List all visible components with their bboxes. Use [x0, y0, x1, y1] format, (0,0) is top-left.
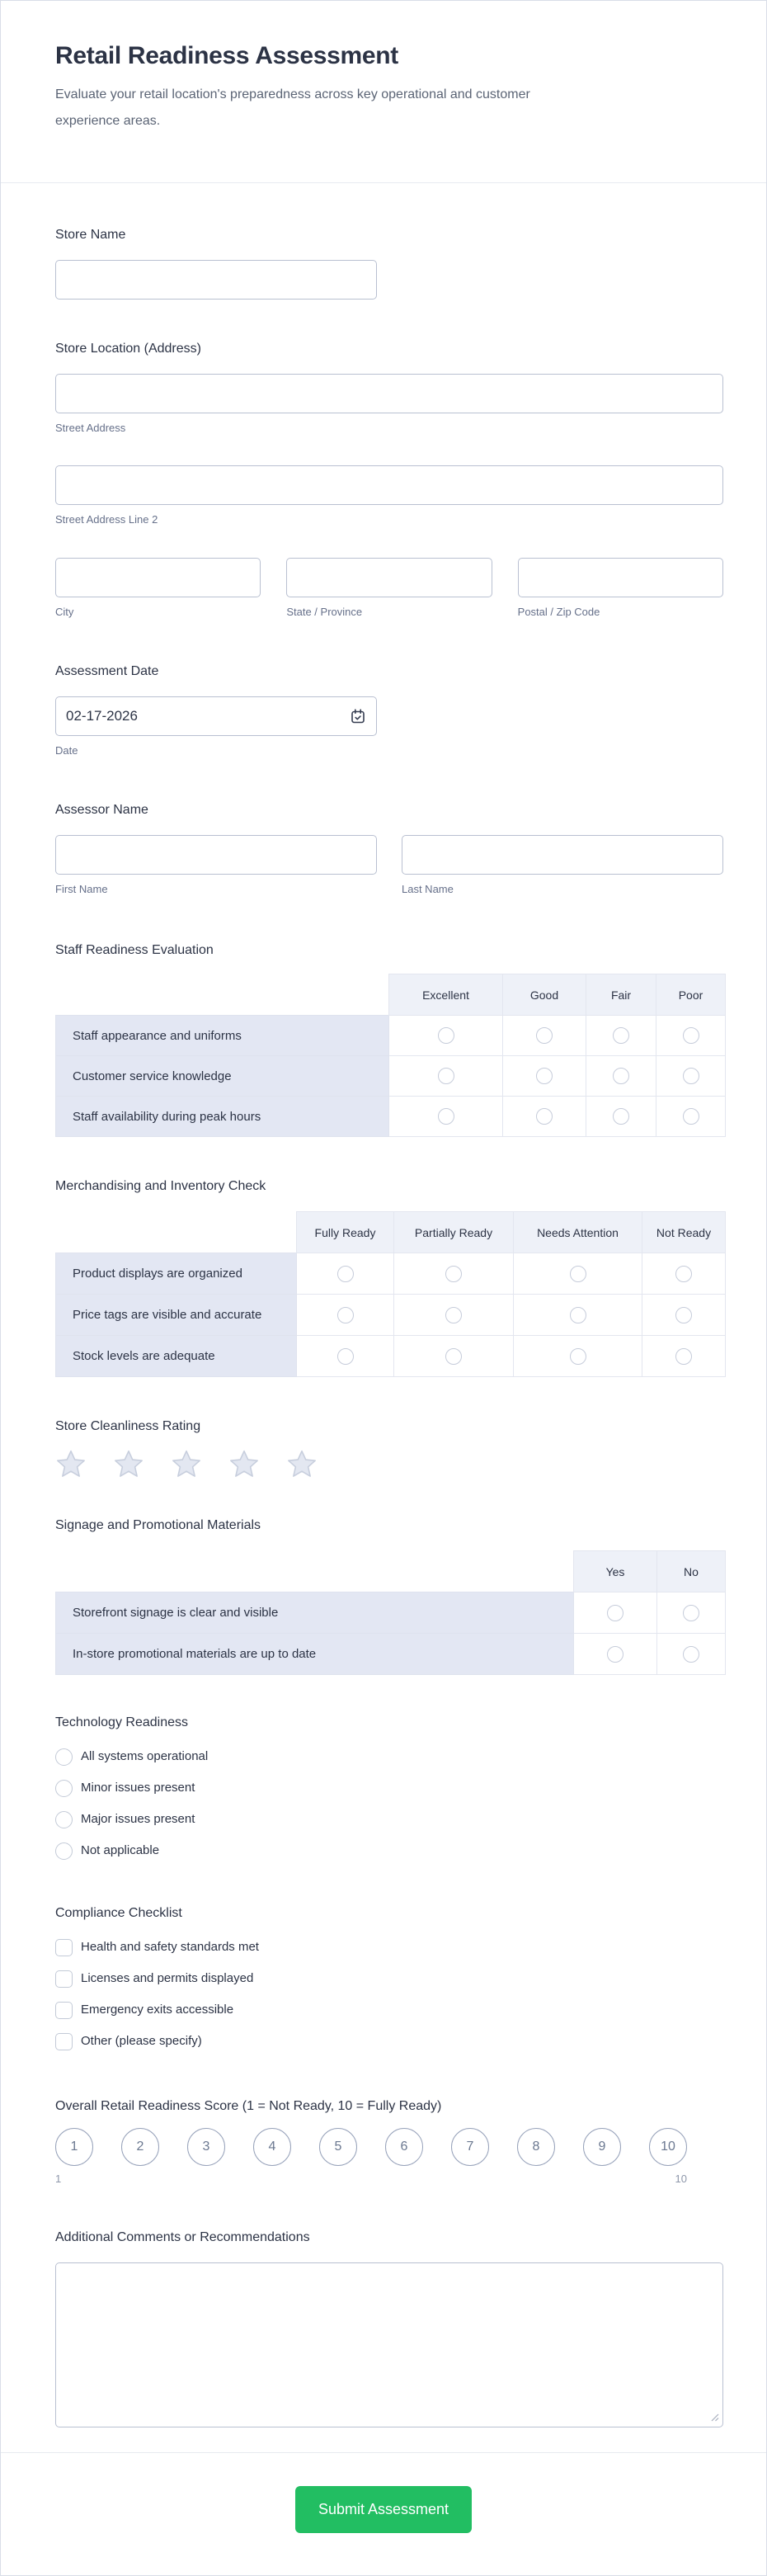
radio-option[interactable] [55, 1772, 723, 1804]
matrix-header-row [56, 1212, 726, 1253]
checkbox-icon[interactable] [55, 2033, 73, 2050]
matrix-row-label: Staff appearance and uniforms [56, 1016, 389, 1056]
checkbox-icon[interactable] [55, 2002, 73, 2019]
matrix-col-header: Poor [656, 974, 726, 1016]
matrix-radio[interactable] [536, 1068, 553, 1084]
matrix-col-header: Yes [574, 1551, 657, 1592]
matrix-radio[interactable] [337, 1348, 354, 1365]
scale-minmax-labels [55, 2173, 687, 2186]
question-assessment-date [55, 663, 723, 757]
matrix-radio[interactable] [613, 1108, 629, 1125]
table-row [56, 1592, 726, 1634]
scale-option[interactable] [649, 2128, 687, 2166]
matrix-radio[interactable] [607, 1646, 623, 1663]
score-scale [55, 2128, 723, 2166]
matrix-radio[interactable] [570, 1348, 586, 1365]
scale-option-value: 1 [70, 2140, 78, 2154]
question-overall-score [55, 2098, 723, 2186]
matrix-radio[interactable] [683, 1027, 699, 1044]
staff-readiness-label: Staff Readiness Evaluation [55, 943, 214, 957]
question-assessor-name [55, 802, 723, 896]
city-input[interactable] [55, 558, 261, 597]
scale-option[interactable] [451, 2128, 489, 2166]
matrix-radio[interactable] [445, 1266, 462, 1282]
table-row [56, 1016, 726, 1056]
radio-option[interactable] [55, 1835, 723, 1866]
city-sublabel: City [55, 606, 74, 618]
question-compliance-checklist [55, 1905, 723, 2057]
name-sublabels-row [55, 875, 723, 896]
checkbox-option-label: Health and safety standards met [81, 1940, 259, 1954]
matrix-radio[interactable] [570, 1307, 586, 1323]
store-location-label: Store Location (Address) [55, 342, 201, 356]
matrix-row-label: Stock levels are adequate [56, 1336, 297, 1377]
matrix-row-label: Product displays are organized [56, 1253, 297, 1295]
radio-option[interactable] [55, 1741, 723, 1772]
matrix-col-header: Fair [586, 974, 656, 1016]
scale-option-value: 4 [268, 2140, 276, 2154]
submit-button[interactable]: Submit Assessment [295, 2486, 472, 2533]
checkbox-option-label: Licenses and permits displayed [81, 1971, 254, 1985]
assessor-name-label: Assessor Name [55, 803, 148, 817]
store-name-input[interactable] [55, 260, 377, 300]
compliance-checklist-label: Compliance Checklist [55, 1906, 182, 1920]
scale-option-value: 6 [400, 2140, 408, 2154]
scale-max-label: 10 [675, 2173, 687, 2185]
scale-option[interactable] [319, 2128, 357, 2166]
radio-option-label: All systems operational [81, 1749, 209, 1763]
matrix-row-label: Price tags are visible and accurate [56, 1295, 297, 1336]
matrix-header-row [56, 974, 726, 1016]
star-icon[interactable] [286, 1448, 318, 1479]
table-row [56, 1097, 726, 1137]
cleanliness-rating-label: Store Cleanliness Rating [55, 1419, 201, 1433]
scale-option-value: 8 [532, 2140, 540, 2154]
first-name-sublabel: First Name [55, 883, 108, 895]
radio-option-label: Minor issues present [81, 1781, 195, 1795]
table-row [56, 1336, 726, 1377]
matrix-col-header: Partially Ready [394, 1212, 514, 1253]
matrix-corner-cell [56, 1551, 574, 1592]
matrix-radio[interactable] [607, 1605, 623, 1621]
matrix-col-header: Good [503, 974, 586, 1016]
checkbox-option[interactable] [55, 1932, 723, 1963]
table-row [56, 1634, 726, 1675]
matrix-radio[interactable] [438, 1108, 454, 1125]
matrix-row-label: Staff availability during peak hours [56, 1097, 389, 1137]
technology-options [55, 1741, 723, 1866]
signage-label: Signage and Promotional Materials [55, 1518, 261, 1532]
scale-option-value: 10 [661, 2140, 675, 2154]
matrix-col-header: Needs Attention [514, 1212, 642, 1253]
store-name-label: Store Name [55, 228, 126, 242]
table-row [56, 1253, 726, 1295]
matrix-radio[interactable] [675, 1348, 692, 1365]
scale-option-value: 5 [334, 2140, 342, 2154]
matrix-radio[interactable] [438, 1068, 454, 1084]
matrix-radio[interactable] [683, 1068, 699, 1084]
matrix-col-header: Excellent [389, 974, 503, 1016]
name-inputs-row [55, 835, 723, 875]
merchandising-label: Merchandising and Inventory Check [55, 1179, 266, 1193]
signage-table [55, 1550, 726, 1675]
matrix-radio[interactable] [613, 1027, 629, 1044]
question-signage [55, 1517, 723, 1675]
matrix-radio[interactable] [683, 1605, 699, 1621]
star-icon[interactable] [228, 1448, 260, 1479]
state-province-sublabel: State / Province [286, 606, 363, 618]
comments-textarea[interactable] [55, 2262, 723, 2427]
radio-icon[interactable] [55, 1748, 73, 1766]
matrix-radio[interactable] [536, 1027, 553, 1044]
checkbox-option[interactable] [55, 1963, 723, 1994]
resize-handle-icon[interactable] [710, 2413, 719, 2422]
state-province-input[interactable] [286, 558, 492, 597]
checkbox-icon[interactable] [55, 1939, 73, 1956]
postal-zip-sublabel: Postal / Zip Code [517, 606, 600, 618]
star-icon[interactable] [171, 1448, 202, 1479]
checkbox-option-label: Emergency exits accessible [81, 2003, 234, 2017]
checkbox-option-label: Other (please specify) [81, 2034, 202, 2048]
matrix-corner-cell [56, 974, 389, 1016]
last-name-sublabel: Last Name [402, 883, 454, 895]
compliance-options [55, 1932, 723, 2057]
matrix-col-header: Not Ready [642, 1212, 726, 1253]
scale-option[interactable] [253, 2128, 291, 2166]
matrix-radio[interactable] [337, 1266, 354, 1282]
matrix-radio[interactable] [683, 1646, 699, 1663]
comments-label: Additional Comments or Recommendations [55, 2230, 310, 2244]
star-icon[interactable] [113, 1448, 144, 1479]
last-name-input[interactable] [402, 835, 723, 875]
assessment-date-label: Assessment Date [55, 664, 159, 678]
first-name-input[interactable] [55, 835, 377, 875]
overall-score-label: Overall Retail Readiness Score (1 = Not Ready, 10 = Fully Ready) [55, 2099, 442, 2113]
radio-icon[interactable] [55, 1780, 73, 1797]
question-comments [55, 2229, 723, 2427]
scale-option-value: 7 [466, 2140, 474, 2154]
scale-option-value: 3 [202, 2140, 210, 2154]
matrix-row-label: Storefront signage is clear and visible [56, 1592, 574, 1634]
checkbox-option[interactable] [55, 2026, 723, 2057]
radio-icon[interactable] [55, 1842, 73, 1860]
scale-option-value: 9 [598, 2140, 606, 2154]
matrix-radio[interactable] [337, 1307, 354, 1323]
checkbox-option[interactable] [55, 1994, 723, 2026]
matrix-radio[interactable] [613, 1068, 629, 1084]
form-header [1, 1, 766, 183]
table-row [56, 1056, 726, 1097]
technology-readiness-label: Technology Readiness [55, 1715, 188, 1729]
page-title: Retail Readiness Assessment [55, 42, 398, 69]
staff-readiness-table [55, 974, 726, 1137]
scale-option[interactable] [385, 2128, 423, 2166]
street-address-line2-sublabel: Street Address Line 2 [55, 513, 158, 526]
table-row [56, 1295, 726, 1336]
scale-option[interactable] [55, 2128, 93, 2166]
street-address-input[interactable] [55, 374, 723, 413]
radio-option[interactable] [55, 1804, 723, 1835]
comments-field [55, 2262, 723, 2427]
matrix-row-label: In-store promotional materials are up to date [56, 1634, 574, 1675]
question-cleanliness-rating [55, 1418, 723, 1479]
matrix-radio[interactable] [675, 1307, 692, 1323]
matrix-radio[interactable] [445, 1307, 462, 1323]
merchandising-table [55, 1211, 726, 1377]
scale-option[interactable] [187, 2128, 225, 2166]
city-state-postal-row [55, 558, 723, 597]
form-footer [1, 2452, 766, 2575]
assessment-date-input[interactable] [55, 696, 377, 736]
matrix-radio[interactable] [438, 1027, 454, 1044]
radio-option-label: Not applicable [81, 1843, 160, 1857]
question-merchandising [55, 1178, 723, 1377]
question-store-name [55, 227, 723, 300]
matrix-row-label: Customer service knowledge [56, 1056, 389, 1097]
radio-option-label: Major issues present [81, 1812, 195, 1826]
street-address-line2-input[interactable] [55, 465, 723, 505]
checkbox-icon[interactable] [55, 1970, 73, 1988]
question-technology-readiness [55, 1715, 723, 1866]
question-staff-readiness [55, 942, 723, 1137]
postal-zip-input[interactable] [518, 558, 723, 597]
matrix-header-row [56, 1551, 726, 1592]
matrix-col-header: No [657, 1551, 726, 1592]
scale-option[interactable] [583, 2128, 621, 2166]
scale-option[interactable] [121, 2128, 159, 2166]
star-icon[interactable] [55, 1448, 87, 1479]
matrix-radio[interactable] [536, 1108, 553, 1125]
form-subtitle: Evaluate your retail location's preparedness across key operational and customer experience areas. [55, 87, 530, 128]
radio-icon[interactable] [55, 1811, 73, 1828]
matrix-radio[interactable] [683, 1108, 699, 1125]
matrix-radio[interactable] [675, 1266, 692, 1282]
city-state-postal-sublabels [55, 597, 723, 619]
street-address-sublabel: Street Address [55, 422, 126, 434]
matrix-radio[interactable] [570, 1266, 586, 1282]
question-store-location [55, 341, 723, 619]
matrix-corner-cell [56, 1212, 297, 1253]
matrix-col-header: Fully Ready [297, 1212, 394, 1253]
date-field [55, 696, 377, 736]
scale-min-label: 1 [55, 2173, 62, 2185]
star-rating [55, 1448, 723, 1479]
matrix-radio[interactable] [445, 1348, 462, 1365]
scale-option[interactable] [517, 2128, 555, 2166]
scale-option-value: 2 [136, 2140, 144, 2154]
form-body [1, 227, 766, 2452]
date-sublabel: Date [55, 744, 78, 757]
